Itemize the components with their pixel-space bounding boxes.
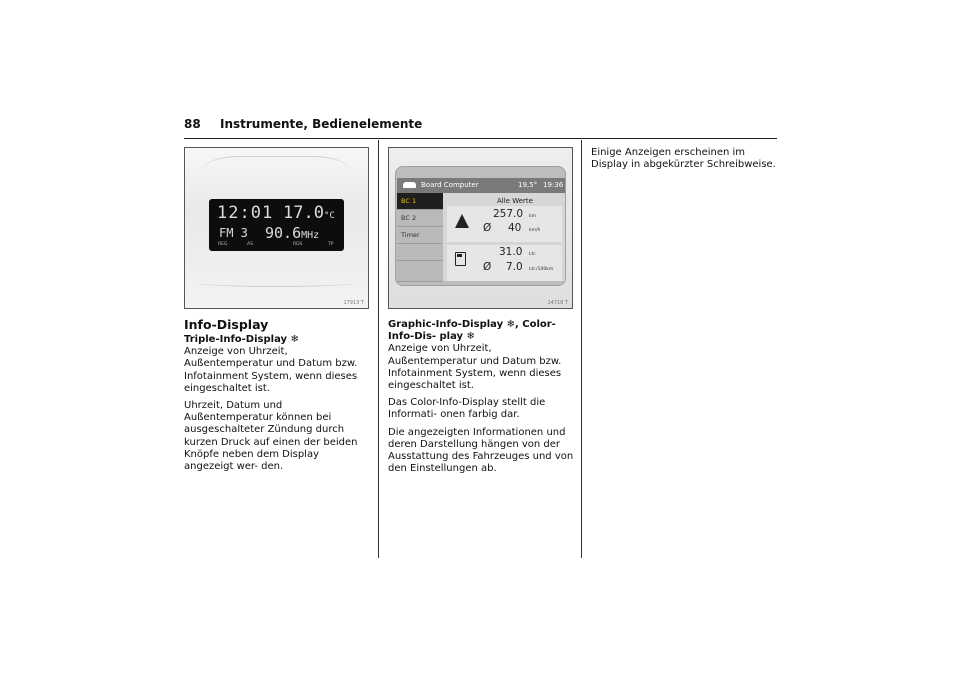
- avg-speed-symbol: Ø: [483, 222, 492, 234]
- page-number: 88: [184, 117, 201, 131]
- paragraph: Uhrzeit, Datum und Außentemperatur können bei ausgeschalteter Zündung durch kurzen Druck auf einen der beiden Knöpfe neben dem Display angezeigt wer- den.: [184, 400, 358, 473]
- tab-timer[interactable]: Timer: [397, 227, 443, 244]
- header-rule: [184, 138, 777, 139]
- figure-triple-info-display: [184, 147, 369, 309]
- screen-clock: 19:36: [543, 181, 564, 189]
- car-icon: [403, 182, 416, 188]
- screen-tabs: [397, 193, 443, 281]
- dashboard-ledge: [195, 278, 357, 287]
- avg-speed-unit: km/h: [529, 228, 541, 233]
- paragraph: Anzeige von Uhrzeit, Außentemperatur und Datum bzw. Infotainment System, wenn dieses eingeschaltet ist.: [388, 343, 562, 392]
- column-divider-1: [378, 140, 379, 558]
- avg-consumption-unit: Ltr./100km: [529, 267, 554, 272]
- figure-code: 14718 T: [547, 300, 568, 306]
- avg-consumption-value: 7.0: [506, 261, 523, 273]
- lcd-temperature: 17.0°C: [283, 203, 335, 223]
- column-2-text: [388, 319, 574, 480]
- board-computer-screen: [397, 178, 565, 281]
- lcd-label: TP: [328, 242, 334, 247]
- chapter-title: Instrumente, Bedienelemente: [220, 117, 423, 131]
- distance-value: 257.0: [493, 208, 524, 220]
- lcd-display: [209, 199, 344, 251]
- paragraph: Die angezeigten Informationen und deren Darstellung hängen von der Ausstattung des Fahrzeuges und von den Einstellungen ab.: [388, 426, 574, 475]
- fuel-panel: [447, 245, 562, 281]
- lcd-frequency: 90.6MHz: [265, 224, 320, 242]
- tab-empty: [397, 261, 443, 282]
- fuel-value: 31.0: [499, 246, 523, 258]
- distance-unit: km: [529, 214, 536, 219]
- tab-empty: [397, 244, 443, 261]
- tab-bc1[interactable]: BC 1: [397, 193, 443, 210]
- paragraph: Anzeige von Uhrzeit, Außentemperatur und Datum bzw. Infotainment System, wenn dieses eingeschaltet ist.: [184, 346, 358, 394]
- lcd-label: AS: [247, 242, 253, 247]
- avg-speed-value: 40: [508, 222, 522, 234]
- lcd-band: FM 3: [219, 226, 248, 240]
- column-1-text: [184, 318, 370, 478]
- road-icon: [455, 214, 469, 228]
- figure-code: 17913 T: [343, 300, 364, 306]
- lcd-label: RDS: [293, 242, 303, 247]
- column-divider-2: [581, 140, 582, 558]
- tab-bc2[interactable]: BC 2: [397, 210, 443, 227]
- fuel-unit: Ltr.: [529, 252, 537, 257]
- fuel-pump-icon: [455, 252, 466, 266]
- subheading-triple-info: Triple-Info-Display ❄: [184, 334, 299, 345]
- lcd-label: REG: [218, 242, 228, 247]
- subheading-graphic-info: Graphic-Info-Display ❄, Color-Info-Dis- play ❄: [388, 319, 556, 343]
- screen-temperature: 19,5°: [518, 181, 538, 189]
- dashboard-arch: [203, 156, 349, 183]
- paragraph: Einige Anzeigen erscheinen im Display in abgekürzter Schreibweise.: [591, 147, 776, 171]
- section-heading: Info-Display: [184, 317, 269, 332]
- screen-heading: Alle Werte: [497, 197, 533, 205]
- column-3-text: [591, 147, 777, 176]
- screen-title-bar: [397, 178, 565, 193]
- paragraph: Das Color-Info-Display stellt die Informati- onen farbig dar.: [388, 397, 546, 421]
- lcd-time: 12:01: [217, 203, 274, 223]
- screen-title: Board Computer: [421, 181, 479, 189]
- distance-panel: [447, 206, 562, 242]
- page-header: [184, 117, 777, 139]
- avg-consumption-symbol: Ø: [483, 261, 492, 273]
